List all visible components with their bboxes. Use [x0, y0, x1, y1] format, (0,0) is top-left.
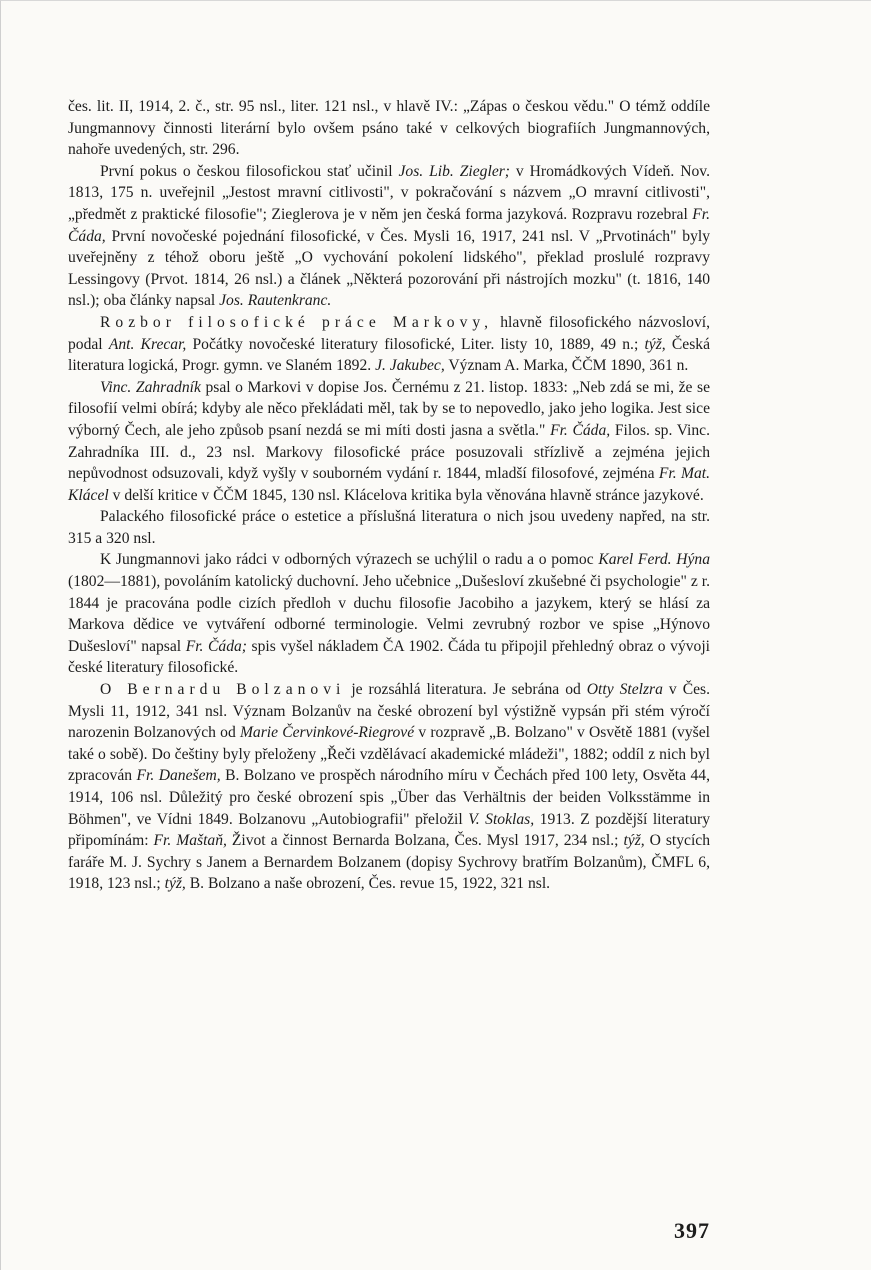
- italic-run: Fr. Čáda,: [550, 421, 611, 439]
- text-run: Česká literatura logická, Progr. gymn. ve Slaném 1892.: [68, 335, 710, 375]
- text-run: 1913. Z pozdější literatury připomínám:: [68, 810, 710, 850]
- italic-run: Fr. Čáda,: [68, 205, 710, 245]
- italic-run: Otty Stelzra: [586, 681, 663, 699]
- text-run: v delší kritice v ČČM 1845, 130 nsl. Klácelova kritika byla věnována hlavně stránce jazykové.: [108, 486, 704, 504]
- text-run: První pokus o českou filosofickou stať učinil: [100, 162, 399, 180]
- paragraph: [68, 312, 710, 377]
- italic-run: Fr. Mat. Klácel: [68, 465, 710, 504]
- paragraph: čes. lit. II, 1914, 2. č., str. 95 nsl., liter. 121 nsl., v hlavě IV.: „Zápas o českou vědu." O témž oddíle Jungmannovy činnosti literární bylo ovšem psáno také v celkových biografiích Jungmannových, nahoře uvedených, str. 296.: [68, 98, 710, 159]
- italic-run: Fr. Maštaň,: [153, 832, 227, 850]
- text-run: v Čes. Mysli 11, 1912, 341 nsl. Význam Bolzanův na české obrození byl výstižně vypsán při stém výročí narozenin Bolzanových od: [68, 681, 710, 742]
- italic-run: Jos. Rautenkranc.: [219, 292, 332, 310]
- spaced-run: Rozbor filosofické práce Markovy,: [100, 313, 494, 331]
- text-run: První novočeské pojednání filosofické, v Čes. Mysli 16, 1917, 241 nsl. V „Prvotinách" byly uveřejněny z téhož oboru ještě „O vychování pokolení lidského", překlad proslulé rozpravy Lessingovy (Prvot. 1814, 26 nsl.) a článek „Některá pozorování při nástrojích mozku" (t. 1816, 140 nsl.); oba články napsal: [68, 227, 710, 310]
- italic-run: V. Stoklas,: [468, 810, 535, 828]
- italic-run: Vinc. Zahradník: [100, 378, 201, 396]
- text-run: (1802—1881), povoláním katolický duchovní. Jeho učebnice „Dušesloví zkušebné či psychologie" z r. 1844 je pracována podle cizích předloh v duchu filosofie Jacobiho a jazykem, který se hlásí za Markova dědice ve vytváření odborné terminologie. Velmi zevrubný rozbor ve spise „Hýnovo Dušesloví" napsal: [68, 573, 710, 655]
- text-run: K Jungmannovi jako rádci v odborných výrazech se uchýlil o radu a o pomoc: [100, 551, 599, 569]
- text-run: psal o Markovi v dopise Jos. Černému z 21. listop. 1833: „Neb zdá se mi, že se filosofií velmi obírá; kdyby ale něco překládati měl, tak by se to nepovedlo, jako jeho logika. Jest sice výborný Čech, ale jeho způsob psaní nezdá se mi míti dosti jasna a světla.": [68, 378, 710, 439]
- text-run: O stycích faráře M. J. Sychry s Janem a Bernardem Bolzanem (dopisy Sychrovy bratřím Bolzanům), ČMFL 6, 1918, 123 nsl.;: [68, 832, 710, 893]
- text-run: Život a činnost Bernarda Bolzana, Čes. Mysl 1917, 234 nsl.;: [226, 832, 624, 850]
- page-number: 397: [674, 1218, 710, 1243]
- italic-run: týž,: [644, 335, 666, 353]
- document-body: [68, 96, 710, 895]
- text-run: spis vyšel nákladem ČA 1902. Čáda tu připojil přehledný obraz o vývoji české literatury filosofické.: [68, 637, 711, 677]
- italic-run: Fr. Danešem,: [136, 767, 221, 785]
- text-run: Filos. sp. Vinc. Zahradníka III. d., 23 nsl. Markovy filosofické práce posuzovali střízlivě a zejména jejich nepůvodnost odsuzovali, když vyšly v souborném vydání r. 1844, mladší filosofové, zejména: [68, 421, 710, 483]
- paragraph: [68, 161, 710, 312]
- text-run: hlavně filosofického názvosloví, podal: [68, 313, 710, 353]
- italic-run: Karel Ferd. Hýna: [598, 551, 710, 569]
- paragraph: [68, 377, 710, 507]
- italic-run: týž,: [164, 875, 186, 893]
- italic-run: Ant. Krecar,: [108, 335, 187, 353]
- italic-run: Jos. Lib. Ziegler;: [398, 162, 510, 180]
- paragraph: Palackého filosofické práce o estetice a příslušná literatura o nich jsou uvedeny napřed, na str. 315 a 320 nsl.: [68, 508, 710, 547]
- text-run: Počátky novočeské literatury filosofické, Liter. listy 10, 1889, 49 n.;: [186, 335, 645, 353]
- text-run: v rozpravě „B. Bolzano" v Osvětě 1881 (vyšel také o sobě). Do češtiny byly přeloženy „Řeči vzdělávací akademické mládeži", 1882; oddíl z nich byl zpracován: [68, 724, 710, 785]
- paragraph: [68, 679, 710, 895]
- text-run: B. Bolzano ve prospěch národního míru v Čechách před 100 lety, Osvěta 44, 1914, 106 nsl. Důležitý pro české obrození spis „Über das Verhältnis der beiden Volksstämme in Böhmen", ve Vídni 1849. Bolzanovu „Autobiografii" přeložil: [68, 767, 710, 828]
- italic-run: Marie Červinkové-Riegrové: [239, 724, 415, 742]
- spaced-run: O Bernardu Bolzanovi: [100, 681, 346, 699]
- italic-run: Fr. Čáda;: [185, 637, 247, 655]
- italic-run: J. Jakubec,: [375, 357, 445, 375]
- paragraph: [68, 549, 710, 679]
- text-run: Význam A. Marka, ČČM 1890, 361 n.: [444, 357, 689, 375]
- text-run: v Hromádkových Vídeň. Nov. 1813, 175 n. uveřejnil „Jestost mravní citlivosti", v pokračování s názvem „O mravní citlivosti", „předmět z praktické filosofie"; Zieglerova je v něm jen česká forma jazyková. Rozpravu rozebral: [68, 162, 710, 223]
- italic-run: týž,: [623, 832, 645, 850]
- text-run: B. Bolzano a naše obrození, Čes. revue 15, 1922, 321 nsl.: [185, 875, 551, 893]
- text-run: je rozsáhlá literatura. Je sebrána od: [345, 681, 587, 699]
